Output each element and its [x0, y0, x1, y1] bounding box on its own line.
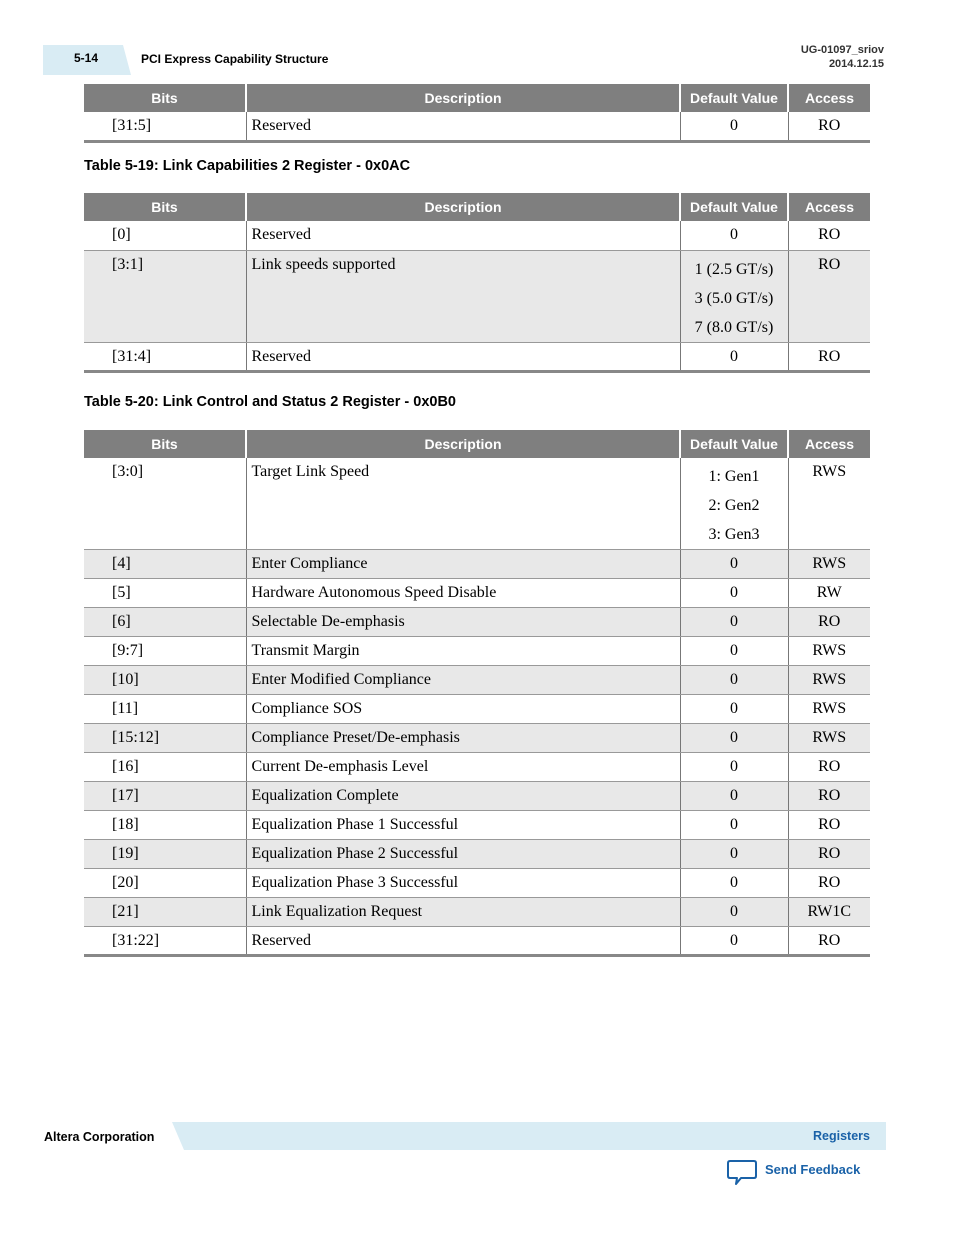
- doc-id: UG-01097_sriov: [800, 44, 884, 56]
- description-cell: Reserved: [246, 342, 680, 371]
- bits-cell: [4]: [84, 550, 246, 579]
- table-row: [84, 840, 870, 869]
- table-row: [84, 250, 870, 342]
- doc-info: [801, 43, 884, 71]
- chapter-link[interactable]: Registers: [813, 1129, 870, 1143]
- description-cell: Link Equalization Request: [246, 898, 680, 927]
- access-cell: RO: [788, 221, 870, 250]
- table-row: [84, 221, 870, 250]
- company-name: Altera Corporation: [44, 1130, 155, 1144]
- description-cell: Compliance SOS: [246, 695, 680, 724]
- table-row: [84, 608, 870, 637]
- table-row: [84, 811, 870, 840]
- default-value-line: 1: Gen1: [708, 468, 760, 485]
- link-capabilities-2-table: [84, 193, 870, 373]
- bits-cell: [5]: [84, 579, 246, 608]
- bits-cell: [20]: [84, 869, 246, 898]
- description-cell: Target Link Speed: [246, 458, 680, 550]
- access-cell: RO: [788, 250, 870, 342]
- speech-bubble-icon[interactable]: [727, 1158, 757, 1186]
- bits-cell: [0]: [84, 221, 246, 250]
- access-cell: RWS: [788, 695, 870, 724]
- default-value-cell: 0: [680, 695, 788, 724]
- description-cell: Reserved: [246, 927, 680, 956]
- description-cell: Equalization Phase 2 Successful: [246, 840, 680, 869]
- description-cell: Equalization Complete: [246, 782, 680, 811]
- default-value-line: 1 (2.5 GT/s): [694, 260, 774, 278]
- page-number: 5-14: [74, 51, 99, 65]
- bits-cell: [21]: [84, 898, 246, 927]
- bits-cell: [6]: [84, 608, 246, 637]
- col-header-description: Description: [246, 430, 680, 458]
- description-cell: Reserved: [246, 112, 680, 141]
- table-row: [84, 927, 870, 956]
- table-row: [84, 637, 870, 666]
- description-cell: Hardware Autonomous Speed Disable: [246, 579, 680, 608]
- bits-cell: [9:7]: [84, 637, 246, 666]
- access-cell: RO: [788, 342, 870, 371]
- bits-cell: [15:12]: [84, 724, 246, 753]
- link-control-status-2-table: [84, 430, 870, 957]
- access-cell: RWS: [788, 550, 870, 579]
- default-value-cell: 0: [680, 221, 788, 250]
- table-row: [84, 869, 870, 898]
- bits-cell: [16]: [84, 753, 246, 782]
- default-value-cell: 0: [680, 927, 788, 956]
- col-header-access: Access: [788, 430, 870, 458]
- default-value-line: 2: Gen2: [708, 497, 760, 514]
- access-cell: RWS: [788, 666, 870, 695]
- col-header-access: Access: [788, 84, 870, 112]
- bits-cell: [31:22]: [84, 927, 246, 956]
- table-row: [84, 342, 870, 371]
- table-caption-5-19: Table 5-19: Link Capabilities 2 Register - 0x0AC: [84, 158, 411, 174]
- col-header-description: Description: [246, 84, 680, 112]
- description-cell: Enter Compliance: [246, 550, 680, 579]
- section-title: PCI Express Capability Structure: [141, 52, 329, 66]
- default-value-cell: 0: [680, 579, 788, 608]
- access-cell: RO: [788, 753, 870, 782]
- default-value-cell: 0: [680, 840, 788, 869]
- access-cell: RO: [788, 840, 870, 869]
- col-header-bits: Bits: [84, 430, 246, 458]
- table-row: [84, 579, 870, 608]
- default-value-cell: 0: [680, 782, 788, 811]
- bits-cell: [3:0]: [84, 458, 246, 550]
- table-row: [84, 112, 870, 141]
- col-header-description: Description: [246, 193, 680, 221]
- description-cell: Enter Modified Compliance: [246, 666, 680, 695]
- bits-cell: [31:5]: [84, 112, 246, 141]
- bits-cell: [17]: [84, 782, 246, 811]
- default-value-cell: [680, 458, 788, 550]
- access-cell: RWS: [788, 637, 870, 666]
- description-cell: Equalization Phase 1 Successful: [246, 811, 680, 840]
- bits-cell: [18]: [84, 811, 246, 840]
- default-value-cell: 0: [680, 666, 788, 695]
- table-row: [84, 753, 870, 782]
- register-table-continued: [84, 84, 870, 143]
- bits-cell: [19]: [84, 840, 246, 869]
- description-cell: Link speeds supported: [246, 250, 680, 342]
- table-row: [84, 666, 870, 695]
- table-row: [84, 898, 870, 927]
- col-header-bits: Bits: [84, 193, 246, 221]
- access-cell: RO: [788, 782, 870, 811]
- description-cell: Current De-emphasis Level: [246, 753, 680, 782]
- default-value-cell: 0: [680, 342, 788, 371]
- default-value-cell: 0: [680, 608, 788, 637]
- col-header-default-value: Default Value: [680, 430, 788, 458]
- col-header-default-value: Default Value: [680, 84, 788, 112]
- table-row: [84, 782, 870, 811]
- default-value-cell: 0: [680, 112, 788, 141]
- default-value-cell: 0: [680, 753, 788, 782]
- description-cell: Equalization Phase 3 Successful: [246, 869, 680, 898]
- access-cell: RWS: [788, 458, 870, 550]
- description-cell: Selectable De-emphasis: [246, 608, 680, 637]
- default-value-line: 3 (5.0 GT/s): [694, 289, 774, 307]
- bits-cell: [10]: [84, 666, 246, 695]
- bits-cell: [11]: [84, 695, 246, 724]
- description-cell: Reserved: [246, 221, 680, 250]
- col-header-default-value: Default Value: [680, 193, 788, 221]
- default-value-line: 7 (8.0 GT/s): [694, 318, 774, 336]
- default-value-cell: 0: [680, 724, 788, 753]
- default-value-cell: 0: [680, 637, 788, 666]
- access-cell: RW: [788, 579, 870, 608]
- table-caption-5-20: Table 5-20: Link Control and Status 2 Register - 0x0B0: [84, 394, 456, 410]
- default-value-cell: 0: [680, 550, 788, 579]
- table-row: [84, 550, 870, 579]
- footer-bar: [172, 1122, 886, 1150]
- default-value-cell: [680, 250, 788, 342]
- description-cell: Transmit Margin: [246, 637, 680, 666]
- default-value-cell: 0: [680, 811, 788, 840]
- access-cell: RO: [788, 608, 870, 637]
- table-row: [84, 724, 870, 753]
- send-feedback-link[interactable]: Send Feedback: [765, 1162, 861, 1177]
- bits-cell: [31:4]: [84, 342, 246, 371]
- table-row: [84, 695, 870, 724]
- description-cell: Compliance Preset/De-emphasis: [246, 724, 680, 753]
- access-cell: RO: [788, 927, 870, 956]
- default-value-line: 3: Gen3: [708, 526, 760, 543]
- col-header-access: Access: [788, 193, 870, 221]
- access-cell: RW1C: [788, 898, 870, 927]
- access-cell: RO: [788, 112, 870, 141]
- table-row: [84, 458, 870, 550]
- default-value-cell: 0: [680, 898, 788, 927]
- doc-date: 2014.12.15: [828, 58, 884, 70]
- access-cell: RO: [788, 811, 870, 840]
- col-header-bits: Bits: [84, 84, 246, 112]
- bits-cell: [3:1]: [84, 250, 246, 342]
- access-cell: RO: [788, 869, 870, 898]
- default-value-cell: 0: [680, 869, 788, 898]
- access-cell: RWS: [788, 724, 870, 753]
